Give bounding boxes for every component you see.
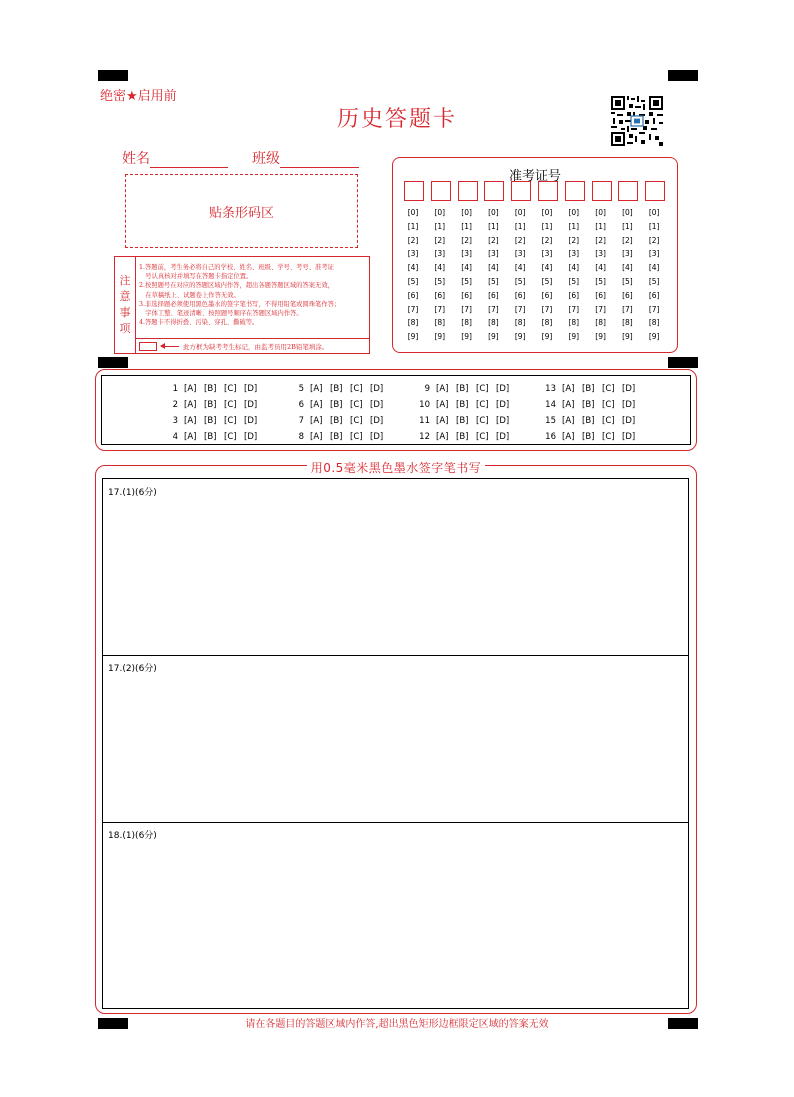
qr-code-icon [611, 96, 663, 146]
exam-digit-bubble[interactable]: [7] [434, 304, 446, 314]
exam-digit-bubble[interactable]: [8] [568, 318, 580, 328]
exam-digit-bubble[interactable]: [3] [407, 249, 419, 259]
question-number: 10 [419, 400, 430, 410]
answer-caption: 用0.5毫米黑色墨水签字笔书写 [96, 457, 696, 476]
exam-digit-bubble[interactable]: [8] [488, 318, 499, 328]
positioning-mark [98, 70, 128, 81]
option-bubble[interactable]: [A] [562, 432, 575, 442]
exam-digit-bubble[interactable]: [5] [541, 276, 553, 286]
exam-digit-bubble[interactable]: [2] [461, 235, 472, 245]
barcode-area [125, 174, 358, 248]
exam-digit-bubble[interactable]: [9] [407, 332, 419, 342]
answer-area [102, 478, 689, 1009]
exam-digit-bubble[interactable]: [4] [434, 263, 446, 273]
exam-digit-bubble[interactable]: [2] [541, 235, 553, 245]
multiple-choice-grid [101, 375, 691, 445]
exam-number-column [538, 181, 565, 344]
positioning-mark [98, 357, 128, 368]
notice-text: 1.答题前，考生务必将自己的学校、姓名、班级、学号、考号、准考证 号认真核对并填写在答题卡指定位置。 2.按照题号在对应的答题区域内作答，超出各题答题区域的答案无效， 在草稿纸上、试题卷上作答无效。 3.非选择题必须使用黑色墨水的签字笔书写，不得用铅笔或圆珠笔作答； 字体工整、笔迹清晰、按照题号顺序在答题区域内作答。 4.答题卡不得折叠、污染、穿孔、撕破等。 [139, 264, 341, 327]
question-number: 15 [545, 416, 556, 426]
exam-digit-bubble[interactable]: [6] [461, 290, 472, 300]
question-group [540, 381, 642, 445]
exam-digit-bubble[interactable]: [9] [488, 332, 499, 342]
positioning-mark [668, 70, 698, 81]
class-label: 班级 [252, 151, 280, 167]
answer-box[interactable] [103, 822, 688, 1007]
exam-digit-bubble[interactable]: [3] [434, 249, 446, 259]
exam-digit-bubble[interactable]: [2] [568, 235, 580, 245]
exam-digit-bubble[interactable]: [1] [434, 221, 446, 231]
question-number: 14 [545, 400, 556, 410]
question-row [288, 381, 390, 397]
exam-digit-bubble[interactable]: [1] [514, 221, 526, 231]
exam-digit-bubble[interactable]: [0] [568, 208, 580, 217]
exam-digit-bubble[interactable]: [5] [622, 276, 633, 286]
question-number: 5 [298, 384, 304, 394]
exam-digit-bubble[interactable]: [1] [541, 221, 553, 231]
exam-digit-bubble[interactable]: [7] [514, 304, 526, 314]
option-bubble[interactable]: [A] [436, 384, 449, 394]
exam-digit-bubble[interactable]: [6] [541, 290, 553, 300]
exam-digit-bubble[interactable]: [6] [488, 290, 499, 300]
option-bubble[interactable]: [D] [244, 400, 258, 410]
option-bubble[interactable]: [A] [310, 416, 323, 426]
option-bubble[interactable]: [B] [204, 384, 217, 394]
option-bubble[interactable]: [B] [456, 416, 469, 426]
option-bubble[interactable]: [B] [330, 384, 343, 394]
exam-number-column [431, 181, 458, 344]
question-row [414, 381, 516, 397]
exam-digit-bubble[interactable]: [8] [407, 318, 419, 328]
question-number: 4 [172, 432, 178, 442]
name-label: 姓名 [122, 151, 150, 167]
option-bubble[interactable]: [B] [330, 416, 343, 426]
exam-digit-bubble[interactable]: [1] [568, 221, 580, 231]
option-bubble[interactable]: [D] [370, 416, 384, 426]
exam-number-write-box[interactable] [592, 181, 612, 201]
option-bubble[interactable]: [B] [582, 432, 595, 442]
positioning-mark [668, 357, 698, 368]
question-group [162, 381, 264, 445]
exam-number-column [511, 181, 538, 344]
option-bubble[interactable]: [A] [310, 384, 323, 394]
exam-digit-bubble[interactable]: [7] [488, 304, 499, 314]
exam-digit-bubble[interactable]: [9] [568, 332, 580, 342]
option-bubble[interactable]: [C] [350, 432, 363, 442]
exam-digit-bubble[interactable]: [0] [488, 208, 499, 217]
option-bubble[interactable]: [C] [476, 432, 489, 442]
option-bubble[interactable]: [C] [602, 432, 615, 442]
exam-digit-bubble[interactable]: [0] [461, 208, 472, 217]
option-bubble[interactable]: [A] [184, 416, 197, 426]
question-row [540, 429, 642, 445]
option-bubble[interactable]: [D] [244, 384, 258, 394]
exam-digit-bubble[interactable]: [7] [407, 304, 419, 314]
exam-digit-bubble[interactable]: [2] [595, 235, 606, 245]
option-bubble[interactable]: [D] [244, 416, 258, 426]
question-row [162, 381, 264, 397]
option-bubble[interactable]: [D] [622, 400, 636, 410]
exam-digit-bubble[interactable]: [5] [595, 276, 606, 286]
answer-box[interactable] [103, 479, 688, 656]
exam-digit-bubble[interactable]: [1] [488, 221, 499, 231]
question-row [414, 413, 516, 429]
exam-digit-bubble[interactable]: [1] [622, 221, 633, 231]
question-label: 18.(1)(6分) [108, 831, 157, 841]
exam-digit-bubble[interactable]: [3] [622, 249, 633, 259]
exam-digit-bubble[interactable]: [6] [514, 290, 526, 300]
exam-number-write-box[interactable] [511, 181, 531, 201]
exam-digit-bubble[interactable]: [6] [595, 290, 606, 300]
exam-digit-bubble[interactable]: [8] [595, 318, 606, 328]
exam-digit-bubble[interactable]: [3] [461, 249, 472, 259]
exam-digit-bubble[interactable]: [3] [514, 249, 526, 259]
exam-digit-bubble[interactable]: [5] [434, 276, 446, 286]
option-bubble[interactable]: [A] [184, 432, 197, 442]
option-bubble[interactable]: [B] [204, 400, 217, 410]
exam-digit-bubble[interactable]: [5] [407, 276, 419, 286]
exam-digit-bubble[interactable]: [8] [514, 318, 526, 328]
question-group [288, 381, 390, 445]
option-bubble[interactable]: [B] [330, 432, 343, 442]
exam-digit-bubble[interactable]: [6] [622, 290, 633, 300]
exam-digit-bubble[interactable]: [9] [461, 332, 472, 342]
option-bubble[interactable]: [C] [224, 416, 237, 426]
exam-digit-bubble[interactable]: [7] [648, 304, 660, 314]
exam-number-column [404, 181, 431, 344]
question-number: 9 [424, 384, 430, 394]
exam-number-title: 准考证号 [508, 169, 561, 184]
exam-digit-bubble[interactable]: [4] [622, 263, 633, 273]
answer-box[interactable] [103, 655, 688, 823]
option-bubble[interactable]: [C] [602, 400, 615, 410]
option-bubble[interactable]: [C] [350, 416, 363, 426]
question-row [414, 397, 516, 413]
option-bubble[interactable]: [A] [436, 416, 449, 426]
option-bubble[interactable]: [C] [476, 416, 489, 426]
question-number: 8 [298, 432, 304, 442]
option-bubble[interactable]: [D] [370, 432, 384, 442]
option-bubble[interactable]: [C] [224, 432, 237, 442]
option-bubble[interactable]: [B] [204, 416, 217, 426]
exam-digit-bubble[interactable]: [3] [488, 249, 499, 259]
exam-digit-bubble[interactable]: [4] [568, 263, 580, 273]
option-bubble[interactable]: [B] [204, 432, 217, 442]
exam-digit-bubble[interactable]: [9] [514, 332, 526, 342]
question-row [540, 397, 642, 413]
option-bubble[interactable]: [D] [496, 384, 510, 394]
exam-digit-bubble[interactable]: [6] [434, 290, 446, 300]
question-row [288, 413, 390, 429]
exam-digit-bubble[interactable]: [8] [461, 318, 472, 328]
exam-digit-bubble[interactable]: [2] [648, 235, 660, 245]
exam-number-write-box[interactable] [565, 181, 585, 201]
question-row [162, 429, 264, 445]
arrow-left-icon [161, 346, 179, 347]
exam-digit-bubble[interactable]: [0] [434, 208, 446, 217]
exam-digit-bubble[interactable]: [0] [407, 208, 419, 217]
class-field[interactable] [252, 148, 359, 168]
exam-number-write-box[interactable] [431, 181, 451, 201]
question-number: 12 [419, 432, 430, 442]
option-bubble[interactable]: [B] [456, 432, 469, 442]
question-row [162, 413, 264, 429]
exam-digit-bubble[interactable]: [7] [461, 304, 472, 314]
exam-digit-bubble[interactable]: [1] [407, 221, 419, 231]
absent-checkbox[interactable] [139, 342, 157, 351]
exam-digit-bubble[interactable]: [4] [541, 263, 553, 273]
option-bubble[interactable]: [D] [370, 384, 384, 394]
exam-number-column [565, 181, 592, 344]
option-bubble[interactable]: [C] [350, 384, 363, 394]
notice-side-label: 注 意 事 项 [115, 257, 136, 353]
question-group [414, 381, 516, 445]
exam-number-column [484, 181, 511, 344]
exam-number-box [392, 157, 678, 353]
exam-digit-bubble[interactable]: [7] [595, 304, 606, 314]
option-bubble[interactable]: [A] [562, 416, 575, 426]
option-bubble[interactable]: [C] [224, 400, 237, 410]
option-bubble[interactable]: [D] [622, 384, 636, 394]
exam-number-write-box[interactable] [538, 181, 558, 201]
exam-digit-bubble[interactable]: [4] [488, 263, 499, 273]
absent-note: 此方框为缺考考生标记，由监考员用2B铅笔填涂。 [183, 342, 329, 351]
exam-digit-bubble[interactable]: [4] [595, 263, 606, 273]
name-field[interactable] [122, 148, 228, 168]
exam-digit-bubble[interactable]: [0] [622, 208, 633, 217]
footer-note: 请在各题目的答题区域内作答,超出黑色矩形边框限定区域的答案无效 [245, 1019, 549, 1030]
question-number: 7 [298, 416, 304, 426]
exam-digit-bubble[interactable]: [8] [648, 318, 660, 328]
exam-digit-bubble[interactable]: [1] [595, 221, 606, 231]
exam-digit-bubble[interactable]: [0] [648, 208, 660, 217]
exam-digit-bubble[interactable]: [3] [595, 249, 606, 259]
option-bubble[interactable]: [C] [476, 384, 489, 394]
option-bubble[interactable]: [B] [582, 400, 595, 410]
option-bubble[interactable]: [A] [310, 432, 323, 442]
question-number: 3 [172, 416, 178, 426]
question-row [288, 397, 390, 413]
answer-section [95, 461, 697, 1014]
option-bubble[interactable]: [C] [602, 416, 615, 426]
option-bubble[interactable]: [C] [476, 400, 489, 410]
question-row [540, 381, 642, 397]
question-number: 11 [419, 416, 430, 426]
option-bubble[interactable]: [B] [456, 384, 469, 394]
option-bubble[interactable]: [D] [496, 400, 510, 410]
exam-number-column [645, 181, 672, 344]
question-row [288, 429, 390, 445]
exam-digit-bubble[interactable]: [0] [514, 208, 526, 217]
name-line [150, 153, 228, 168]
exam-digit-bubble[interactable]: [7] [541, 304, 553, 314]
option-bubble[interactable]: [A] [562, 384, 575, 394]
exam-digit-bubble[interactable]: [5] [648, 276, 660, 286]
exam-digit-bubble[interactable]: [9] [541, 332, 553, 342]
multiple-choice-section [95, 369, 697, 451]
option-bubble[interactable]: [C] [350, 400, 363, 410]
exam-number-write-box[interactable] [484, 181, 504, 201]
exam-digit-bubble[interactable]: [0] [595, 208, 606, 217]
exam-number-write-box[interactable] [404, 181, 424, 201]
question-number: 16 [545, 432, 556, 442]
question-number: 2 [172, 400, 178, 410]
exam-digit-bubble[interactable]: [7] [622, 304, 633, 314]
notice-box [114, 256, 370, 354]
option-bubble[interactable]: [A] [436, 432, 449, 442]
exam-digit-bubble[interactable]: [2] [488, 235, 499, 245]
exam-digit-bubble[interactable]: [6] [407, 290, 419, 300]
absent-mark-row [135, 338, 369, 353]
exam-digit-bubble[interactable]: [1] [648, 221, 660, 231]
exam-digit-bubble[interactable]: [5] [568, 276, 580, 286]
option-bubble[interactable]: [D] [496, 416, 510, 426]
option-bubble[interactable]: [B] [582, 416, 595, 426]
question-row [162, 397, 264, 413]
exam-digit-bubble[interactable]: [1] [461, 221, 472, 231]
exam-digit-bubble[interactable]: [2] [514, 235, 526, 245]
exam-digit-bubble[interactable]: [5] [514, 276, 526, 286]
exam-digit-bubble[interactable]: [9] [434, 332, 446, 342]
question-number: 1 [172, 384, 178, 394]
exam-digit-bubble[interactable]: [5] [488, 276, 499, 286]
option-bubble[interactable]: [D] [622, 432, 636, 442]
exam-digit-bubble[interactable]: [4] [407, 263, 419, 273]
exam-digit-bubble[interactable]: [2] [622, 235, 633, 245]
option-bubble[interactable]: [A] [562, 400, 575, 410]
exam-digit-bubble[interactable]: [3] [568, 249, 580, 259]
exam-digit-bubble[interactable]: [8] [434, 318, 446, 328]
exam-number-column [592, 181, 619, 344]
question-number: 6 [298, 400, 304, 410]
exam-digit-bubble[interactable]: [5] [461, 276, 472, 286]
question-row [540, 413, 642, 429]
exam-digit-bubble[interactable]: [4] [514, 263, 526, 273]
exam-digit-bubble[interactable]: [3] [648, 249, 660, 259]
option-bubble[interactable]: [A] [184, 400, 197, 410]
question-label: 17.(2)(6分) [108, 664, 157, 674]
exam-digit-bubble[interactable]: [4] [648, 263, 660, 273]
confidential-label: 绝密★启用前 [100, 89, 177, 104]
exam-number-write-box[interactable] [618, 181, 638, 201]
option-bubble[interactable]: [C] [602, 384, 615, 394]
exam-digit-bubble[interactable]: [9] [595, 332, 606, 342]
exam-number-column [618, 181, 645, 344]
exam-number-write-box[interactable] [645, 181, 665, 201]
question-label: 17.(1)(6分) [108, 488, 157, 498]
exam-number-column [458, 181, 485, 344]
exam-digit-bubble[interactable]: [0] [541, 208, 553, 217]
option-bubble[interactable]: [A] [436, 400, 449, 410]
option-bubble[interactable]: [D] [370, 400, 384, 410]
exam-number-grid [404, 181, 672, 344]
option-bubble[interactable]: [D] [244, 432, 258, 442]
barcode-label: 贴条形码区 [208, 205, 274, 221]
option-bubble[interactable]: [A] [184, 384, 197, 394]
page-title: 历史答题卡 [336, 107, 457, 132]
class-line [280, 153, 359, 168]
option-bubble[interactable]: [B] [582, 384, 595, 394]
option-bubble[interactable]: [D] [622, 416, 636, 426]
option-bubble[interactable]: [B] [456, 400, 469, 410]
question-number: 13 [545, 384, 556, 394]
exam-digit-bubble[interactable]: [7] [568, 304, 580, 314]
exam-digit-bubble[interactable]: [3] [541, 249, 553, 259]
exam-digit-bubble[interactable]: [4] [461, 263, 472, 273]
option-bubble[interactable]: [B] [330, 400, 343, 410]
exam-digit-bubble[interactable]: [2] [407, 235, 419, 245]
exam-number-write-box[interactable] [458, 181, 478, 201]
option-bubble[interactable]: [A] [310, 400, 323, 410]
exam-digit-bubble[interactable]: [6] [648, 290, 660, 300]
option-bubble[interactable]: [D] [496, 432, 510, 442]
exam-digit-bubble[interactable]: [8] [541, 318, 553, 328]
exam-digit-bubble[interactable]: [8] [622, 318, 633, 328]
exam-digit-bubble[interactable]: [6] [568, 290, 580, 300]
exam-digit-bubble[interactable]: [9] [622, 332, 633, 342]
exam-digit-bubble[interactable]: [2] [434, 235, 446, 245]
option-bubble[interactable]: [C] [224, 384, 237, 394]
question-row [414, 429, 516, 445]
exam-digit-bubble[interactable]: [9] [648, 332, 660, 342]
